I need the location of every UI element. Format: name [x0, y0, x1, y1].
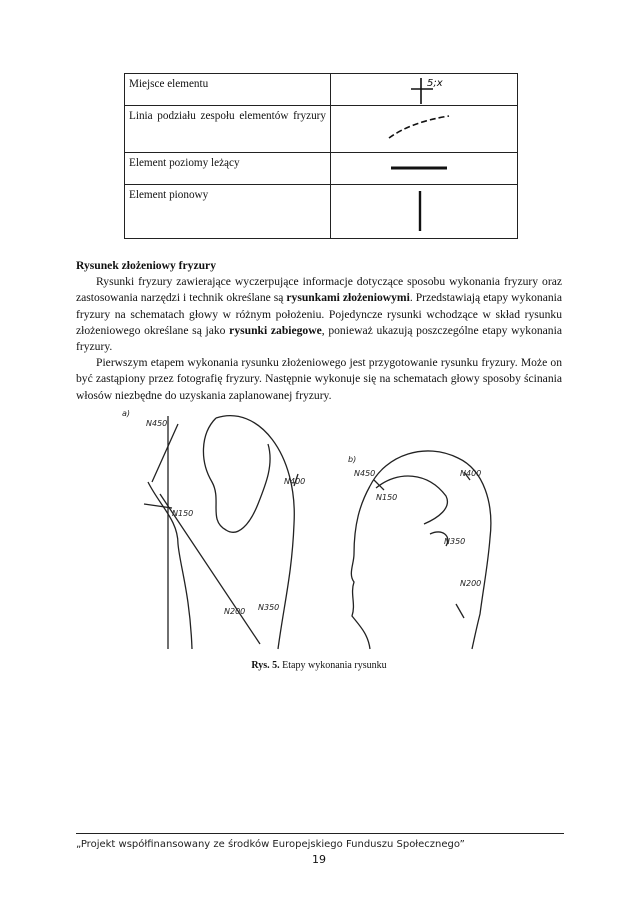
figure-caption	[0, 660, 638, 671]
legend-label: Element poziomy leżący	[125, 153, 331, 185]
horizontal-line-icon	[331, 153, 517, 184]
mark-label: N400	[284, 477, 306, 486]
footer-note: „Projekt współfinansowany ze środków Europejskiego Funduszu Społecznego”	[76, 839, 465, 850]
mark-n450	[374, 480, 384, 490]
legend-row	[125, 153, 518, 185]
panel-a	[144, 416, 298, 649]
mark-label: N200	[224, 607, 246, 616]
legend-label: Miejsce elementu	[125, 74, 331, 106]
legend-row	[125, 185, 518, 239]
mark-label: N450	[354, 469, 376, 478]
bold-term: rysunkami złożeniowymi	[286, 291, 410, 305]
mark-label: N350	[258, 603, 280, 612]
caption-label: Rys. 5.	[251, 660, 280, 671]
mark-label: N450	[146, 419, 168, 428]
paragraph: Rysunki fryzury zawierające wyczerpujące informacje dotyczące sposobu wykonania fryzury oraz zastosowania narzędzi i technik określane są rysunkami złożeniowymi. Przedstawiają etapy wykonania fryzury na schematach głowy w różnym położeniu. Pojedyncze rysunki wchodzące w skład rysunku złożeniowego określane są jako rysunki zabiegowe, ponieważ ukazują poszczególne etapy wykonania fryzury.	[76, 275, 563, 354]
bold-term: rysunki zabiegowe	[229, 323, 322, 337]
legend-label: Element pionowy	[125, 185, 331, 239]
page-number: 19	[312, 853, 326, 866]
vertical-line-icon	[331, 185, 517, 238]
mark-label: N350	[444, 537, 466, 546]
footer-divider	[76, 833, 564, 834]
mark-label: N200	[460, 579, 482, 588]
legend-row	[125, 74, 518, 106]
section-body	[76, 258, 562, 404]
caption-text: Etapy wykonania rysunku	[279, 660, 387, 671]
legend-symbol-cell	[331, 74, 518, 106]
legend-table	[124, 73, 518, 239]
dashed-curve-icon	[331, 106, 517, 152]
face-profile	[148, 482, 192, 649]
cut-line-n450	[152, 424, 178, 482]
symbol-5x-text: 5;x	[427, 78, 443, 89]
figure-head-diagrams	[108, 404, 548, 656]
legend-symbol-cell	[331, 153, 518, 185]
mark-label: N150	[376, 493, 398, 502]
panel-a-label: a)	[122, 409, 131, 418]
panel-b-label: b)	[348, 455, 357, 464]
hair-section-outline	[203, 418, 270, 532]
section-heading: Rysunek złożeniowy fryzury	[76, 259, 216, 272]
legend-symbol-cell	[331, 106, 518, 153]
face-profile	[351, 486, 370, 649]
legend-label: Linia podziału zespołu elementów fryzury	[125, 106, 331, 153]
legend-row	[125, 106, 518, 153]
mark-label: N150	[172, 509, 194, 518]
mark-label: N400	[460, 469, 482, 478]
mark-n200	[456, 604, 464, 618]
cross-5x-icon	[331, 74, 517, 105]
head-diagram-svg	[108, 404, 548, 656]
paragraph: Pierwszym etapem wykonania rysunku złożeniowego jest przygotowanie rysunku fryzury. Może on być zastąpiony przez fotografię fryzury. Następnie wykonuje się na schematach głowy sposoby ścinania włosów niezbędne do uzyskania zaplanowanej fryzury.	[76, 356, 562, 402]
panel-b	[351, 451, 491, 649]
legend-symbol-cell	[331, 185, 518, 239]
